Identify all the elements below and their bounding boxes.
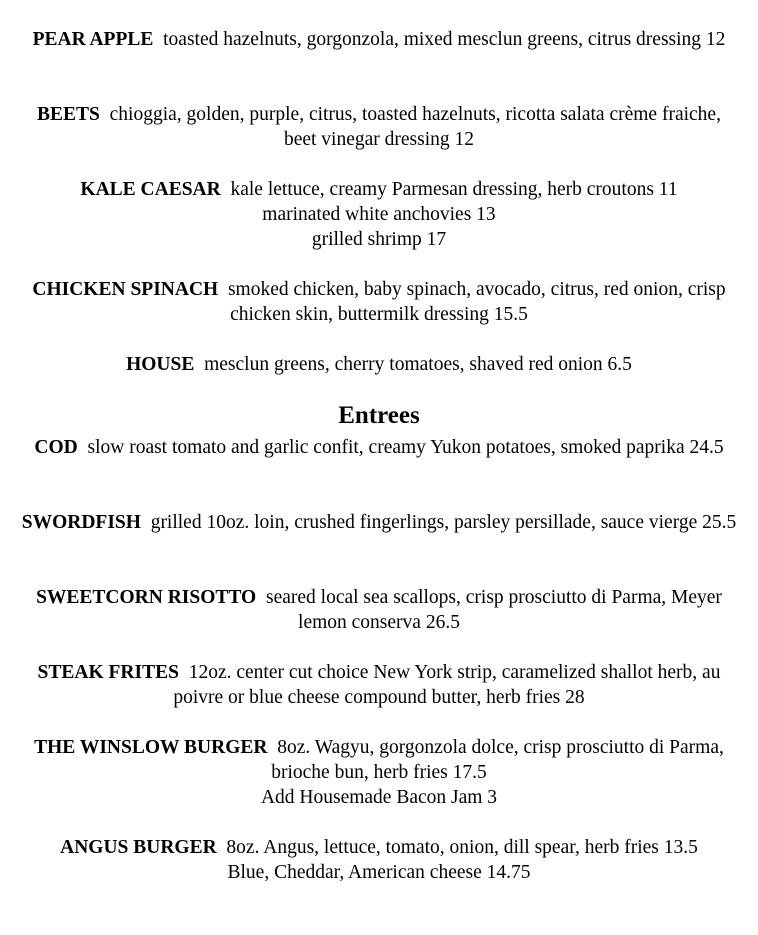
menu-item-angus-burger bbox=[20, 835, 738, 885]
item-description: kale lettuce, creamy Parmesan dressing, herb croutons 11 bbox=[230, 179, 678, 200]
menu-item-steak-frites bbox=[20, 660, 738, 710]
item-description: 8oz. Angus, lettuce, tomato, onion, dill spear, herb fries 13.5 bbox=[226, 837, 698, 858]
menu-item-pear-apple bbox=[20, 27, 738, 52]
item-name: ANGUS BURGER bbox=[60, 837, 217, 858]
item-name: HOUSE bbox=[126, 354, 195, 375]
item-extra: Add Housemade Bacon Jam 3 bbox=[260, 787, 498, 808]
item-description: chioggia, golden, purple, citrus, toasted hazelnuts, ricotta salata crème fraiche, beet vinegar dressing 12 bbox=[109, 104, 721, 150]
item-description: slow roast tomato and garlic confit, creamy Yukon potatoes, smoked paprika 24.5 bbox=[87, 437, 724, 458]
menu-item-kale-caesar bbox=[20, 177, 738, 252]
menu-item-sweetcorn-risotto bbox=[20, 585, 738, 635]
menu-item-winslow-burger bbox=[20, 735, 738, 810]
menu-item-swordfish bbox=[20, 510, 738, 535]
item-name: KALE CAESAR bbox=[80, 179, 221, 200]
item-name: CHICKEN SPINACH bbox=[32, 279, 219, 300]
item-name: COD bbox=[34, 437, 78, 458]
item-name: SWEETCORN RISOTTO bbox=[36, 587, 257, 608]
item-name: PEAR APPLE bbox=[32, 29, 154, 50]
item-extra: grilled shrimp 17 bbox=[311, 229, 447, 250]
item-name: THE WINSLOW BURGER bbox=[34, 737, 268, 758]
item-name: BEETS bbox=[37, 104, 100, 125]
item-description: grilled 10oz. loin, crushed fingerlings, parsley persillade, sauce vierge 25.5 bbox=[150, 512, 737, 533]
item-extra: marinated white anchovies 13 bbox=[262, 204, 496, 225]
item-description: smoked chicken, baby spinach, avocado, citrus, red onion, crisp chicken skin, buttermilk dressing 15.5 bbox=[227, 279, 726, 325]
item-description: 8oz. Wagyu, gorgonzola dolce, crisp prosciutto di Parma, brioche bun, herb fries 17.5 bbox=[271, 737, 724, 783]
section-heading-entrees: Entrees bbox=[338, 402, 420, 429]
item-name: SWORDFISH bbox=[21, 512, 141, 533]
menu-item-cod bbox=[20, 435, 738, 460]
item-description: seared local sea scallops, crisp prosciutto di Parma, Meyer lemon conserva 26.5 bbox=[265, 587, 722, 633]
item-description: mesclun greens, cherry tomatoes, shaved red onion 6.5 bbox=[204, 354, 632, 375]
item-description: 12oz. center cut choice New York strip, caramelized shallot herb, au poivre or blue cheese compound butter, herb fries 28 bbox=[173, 662, 721, 708]
item-extra: Blue, Cheddar, American cheese 14.75 bbox=[227, 862, 531, 883]
menu-item-house bbox=[20, 352, 738, 377]
menu-item-beets bbox=[20, 102, 738, 152]
item-description: toasted hazelnuts, gorgonzola, mixed mesclun greens, citrus dressing 12 bbox=[163, 29, 726, 50]
menu-item-chicken-spinach bbox=[20, 277, 738, 327]
item-name: STEAK FRITES bbox=[37, 662, 179, 683]
